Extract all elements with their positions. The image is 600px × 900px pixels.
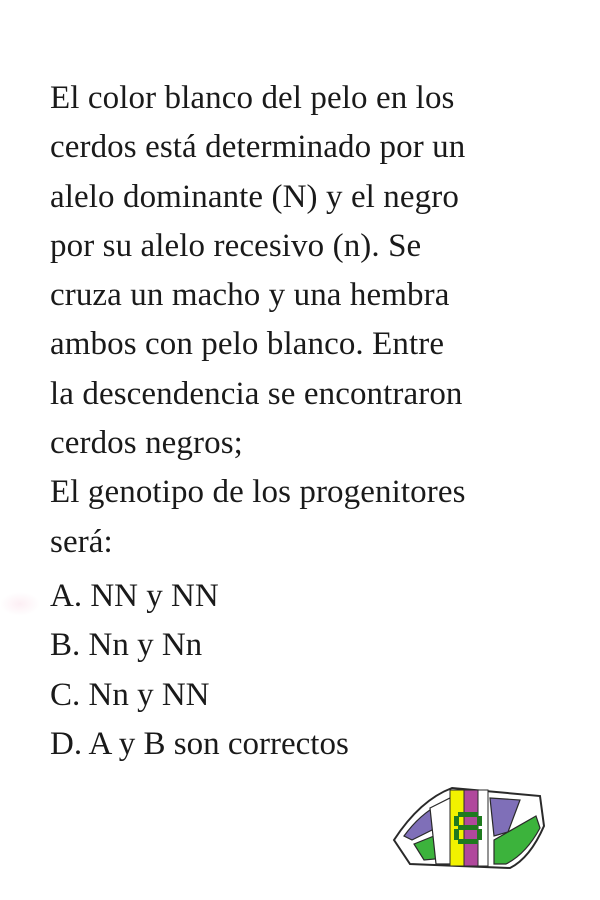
- question-line: cruza un macho y una hembra: [50, 277, 450, 314]
- background-smudge: [0, 592, 40, 616]
- option-b[interactable]: B. Nn y Nn: [50, 627, 203, 664]
- eye-logo-icon: [390, 778, 550, 878]
- option-c[interactable]: C. Nn y NN: [50, 676, 210, 713]
- question-line: por su alelo recesivo (n). Se: [50, 227, 422, 264]
- question-text: [50, 74, 580, 567]
- question-line: El genotipo de los progenitores: [50, 474, 466, 511]
- question-line: El color blanco del pelo en los: [50, 80, 455, 116]
- question-line: cerdos está determinado por un: [50, 129, 466, 166]
- logo-white-band: [478, 790, 488, 866]
- answer-options: [50, 572, 580, 769]
- question-line: cerdos negros;: [50, 425, 243, 462]
- option-d[interactable]: D. A y B son correctos: [50, 725, 349, 762]
- question-line: la descendencia se encontraron: [50, 375, 463, 412]
- logo-number-8: [454, 812, 482, 844]
- question-line: alelo dominante (N) y el negro: [50, 178, 459, 215]
- question-line: ambos con pelo blanco. Entre: [50, 326, 445, 363]
- question-line: será:: [50, 523, 113, 560]
- option-a[interactable]: A. NN y NN: [50, 578, 219, 614]
